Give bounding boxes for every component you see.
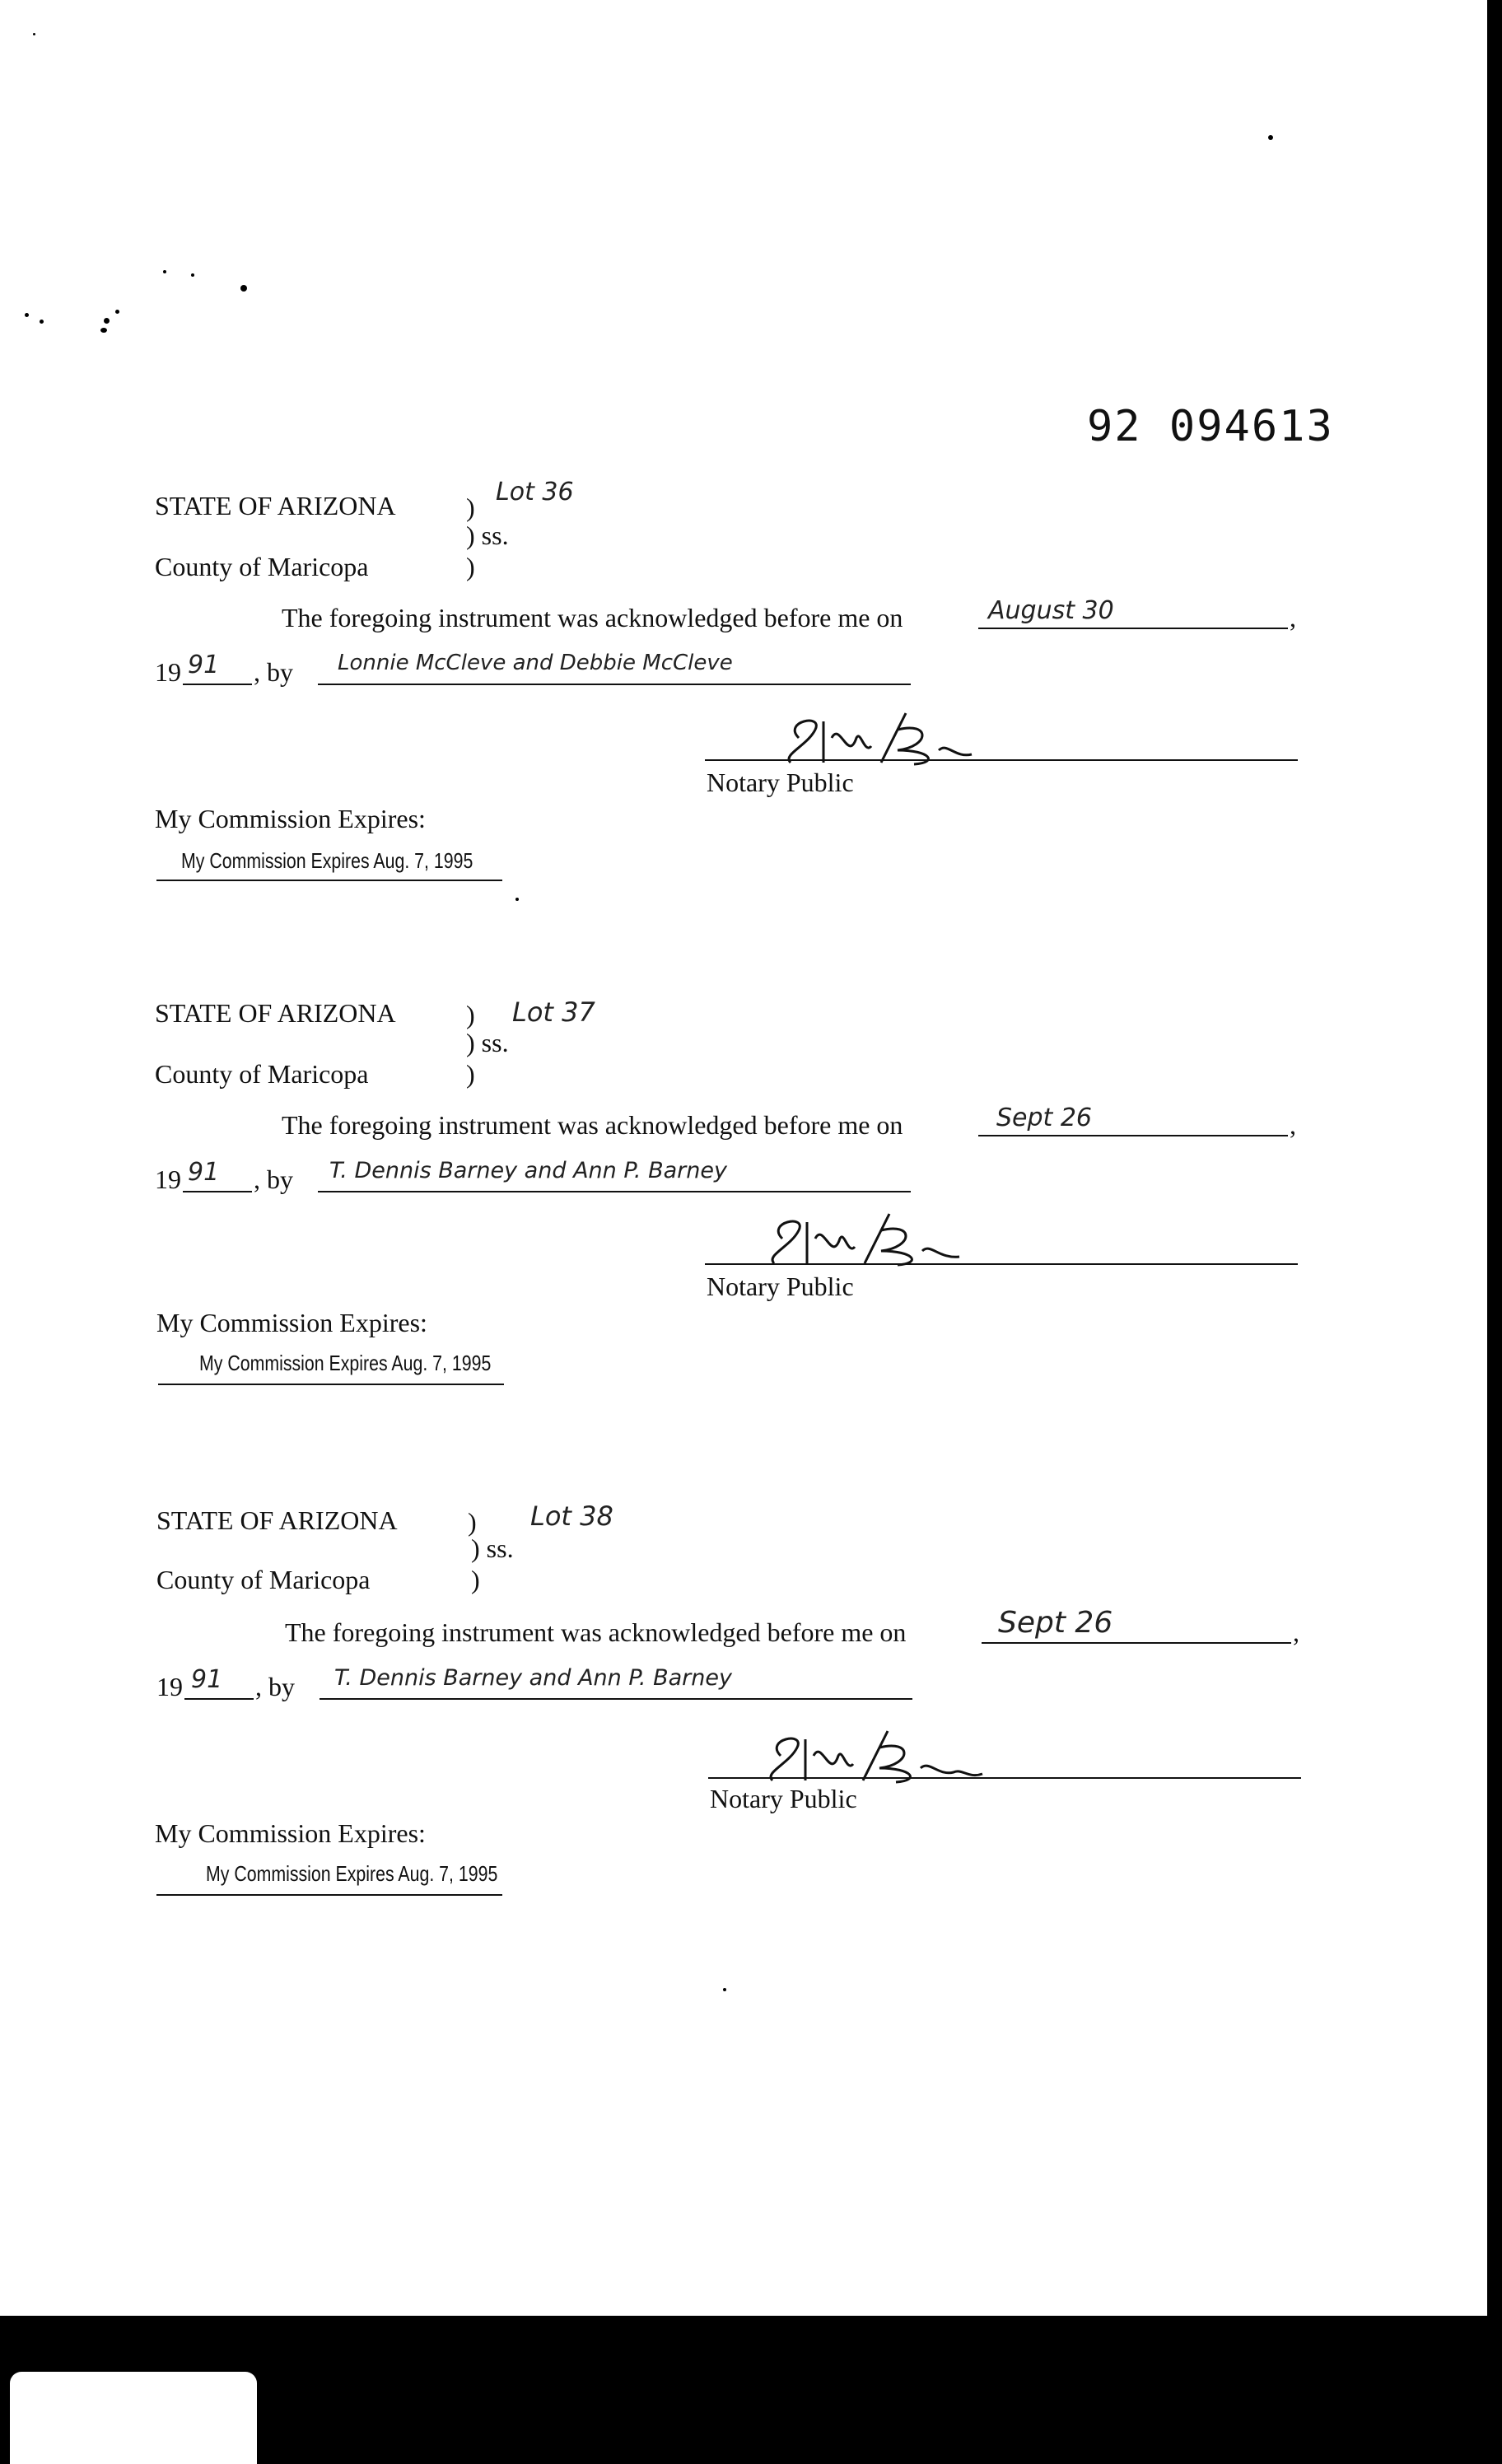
year-suffix: 91 xyxy=(191,1665,223,1694)
year-suffix: 91 xyxy=(188,651,220,679)
date-comma: , xyxy=(1293,1617,1299,1647)
scan-speck xyxy=(104,318,110,324)
acknowledging-persons: T. Dennis Barney and Ann P. Barney xyxy=(334,1665,732,1691)
acknowledgment-date: Sept 26 xyxy=(998,1606,1113,1640)
scan-speck xyxy=(191,273,194,277)
persons-line xyxy=(318,1191,911,1192)
date-line xyxy=(978,628,1288,629)
county-label: County of Maricopa xyxy=(155,1059,369,1089)
scan-speck xyxy=(115,310,119,314)
scan-speck xyxy=(723,1988,726,1991)
by-label: , by xyxy=(255,1672,295,1701)
scan-edge-right xyxy=(1487,0,1502,2464)
year-line xyxy=(183,684,252,685)
scan-speck xyxy=(100,328,107,333)
ss-label: ) ss. xyxy=(466,1028,509,1057)
lot-number: Lot 38 xyxy=(530,1500,613,1532)
acknowledged-statement: The foregoing instrument was acknowledged before me on xyxy=(285,1617,907,1647)
acknowledging-persons: Lonnie McCleve and Debbie McCleve xyxy=(338,651,733,675)
commission-line xyxy=(156,880,502,881)
commission-stamp: My Commission Expires Aug. 7, 1995 xyxy=(199,1351,492,1375)
scan-speck xyxy=(1268,135,1273,140)
bracket: ) xyxy=(466,1059,475,1089)
bracket: ) xyxy=(466,492,475,522)
commission-expires-label: My Commission Expires: xyxy=(155,804,426,833)
date-comma: , xyxy=(1290,1110,1296,1140)
scan-speck xyxy=(33,33,35,35)
signature-line xyxy=(705,1263,1298,1265)
year-prefix: 19 xyxy=(155,1164,181,1194)
bracket: ) xyxy=(468,1507,477,1537)
notary-signature xyxy=(758,1206,972,1272)
lot-number: Lot 36 xyxy=(496,478,574,506)
notary-signature xyxy=(756,1723,987,1789)
signature-line xyxy=(705,759,1298,761)
commission-line xyxy=(158,1384,504,1385)
acknowledgment-date: Sept 26 xyxy=(996,1104,1093,1132)
county-label: County of Maricopa xyxy=(156,1565,371,1594)
acknowledgment-date: August 30 xyxy=(988,596,1114,625)
acknowledged-statement: The foregoing instrument was acknowledged before me on xyxy=(282,603,903,632)
commission-line xyxy=(156,1894,502,1896)
year-suffix: 91 xyxy=(188,1158,220,1187)
bracket: ) xyxy=(471,1565,480,1594)
commission-stamp: My Commission Expires Aug. 7, 1995 xyxy=(181,848,473,873)
state-label: STATE OF ARIZONA xyxy=(155,491,396,520)
bracket: ) xyxy=(466,552,475,581)
scan-speck xyxy=(515,898,519,901)
bracket: ) xyxy=(466,1000,475,1029)
ss-label: ) ss. xyxy=(471,1533,514,1563)
notary-public-label: Notary Public xyxy=(707,1272,854,1301)
acknowledging-persons: T. Dennis Barney and Ann P. Barney xyxy=(329,1158,727,1183)
date-line xyxy=(982,1642,1291,1644)
lot-number: Lot 37 xyxy=(512,996,595,1028)
state-label: STATE OF ARIZONA xyxy=(155,998,396,1028)
by-label: , by xyxy=(254,1164,293,1194)
year-line xyxy=(184,1698,254,1700)
scan-speck xyxy=(40,320,44,324)
signature-line xyxy=(708,1777,1301,1779)
notary-public-label: Notary Public xyxy=(710,1784,857,1813)
commission-expires-label: My Commission Expires: xyxy=(156,1308,427,1337)
date-line xyxy=(978,1135,1288,1136)
by-label: , by xyxy=(254,657,293,687)
scan-speck xyxy=(163,270,166,273)
scan-speck xyxy=(25,313,29,317)
year-line xyxy=(183,1191,252,1192)
year-prefix: 19 xyxy=(155,657,181,687)
acknowledged-statement: The foregoing instrument was acknowledged before me on xyxy=(282,1110,903,1140)
commission-expires-label: My Commission Expires: xyxy=(155,1818,426,1848)
persons-line xyxy=(320,1698,912,1700)
persons-line xyxy=(318,684,911,685)
scan-label-blank xyxy=(10,2372,257,2464)
scan-speck xyxy=(240,285,247,292)
commission-stamp: My Commission Expires Aug. 7, 1995 xyxy=(206,1861,498,1886)
county-label: County of Maricopa xyxy=(155,552,369,581)
notary-signature xyxy=(774,705,988,771)
date-comma: , xyxy=(1290,603,1296,632)
ss-label: ) ss. xyxy=(466,520,509,550)
state-label: STATE OF ARIZONA xyxy=(156,1505,398,1535)
document-number: 92 094613 xyxy=(1087,402,1334,451)
notary-public-label: Notary Public xyxy=(707,768,854,797)
year-prefix: 19 xyxy=(156,1672,183,1701)
